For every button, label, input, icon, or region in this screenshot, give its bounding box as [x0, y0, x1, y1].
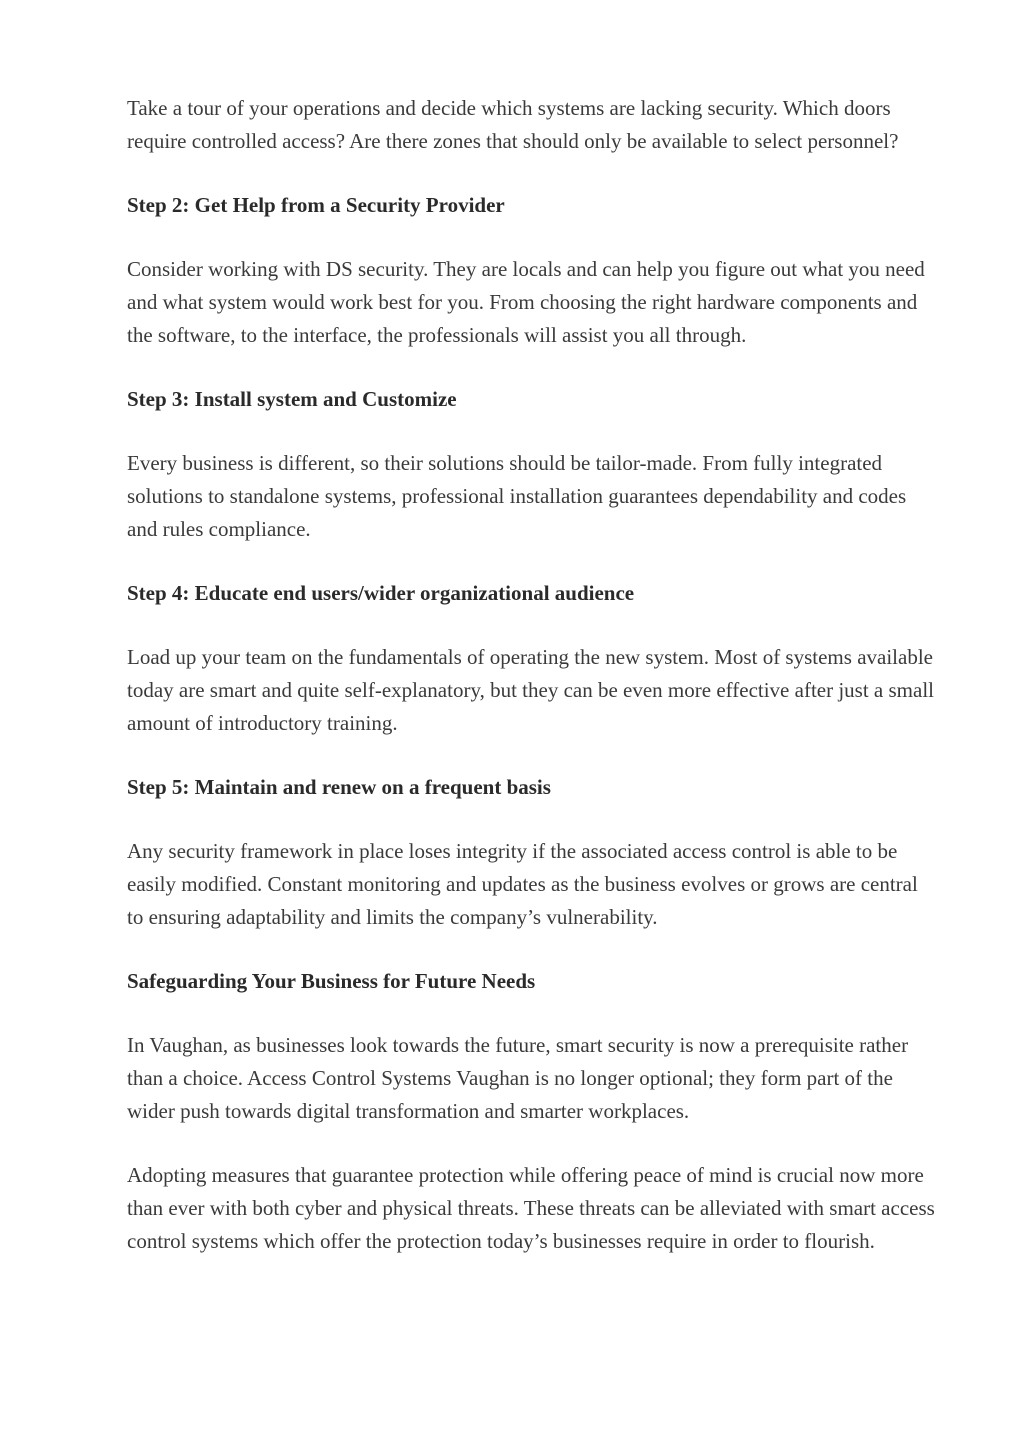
document-body: [127, 92, 937, 1289]
step5-heading: Step 5: Maintain and renew on a frequent basis: [127, 775, 551, 799]
future-needs-paragraph-2: Adopting measures that guarantee protection while offering peace of mind is crucial now more than ever with both cyber and physical threats. These threats can be alleviated with smart access control systems which offer the protection today’s businesses require in order to flourish.: [127, 1163, 935, 1253]
step3-heading: Step 3: Install system and Customize: [127, 387, 457, 411]
step4-paragraph: Load up your team on the fundamentals of operating the new system. Most of systems available today are smart and quite self-explanatory, but they can be even more effective after just a small amount of introductory training.: [127, 645, 935, 735]
step2-paragraph: Consider working with DS security. They are locals and can help you figure out what you need and what system would work best for you. From choosing the right hardware components and the software, to the interface, the professionals will assist you all through.: [127, 257, 925, 347]
intro-paragraph: Take a tour of your operations and decide which systems are lacking security. Which doors require controlled access? Are there zones that should only be available to select personnel?: [127, 96, 899, 153]
step2-heading: Step 2: Get Help from a Security Provider: [127, 193, 505, 217]
step3-paragraph: Every business is different, so their solutions should be tailor-made. From fully integrated solutions to standalone systems, professional installation guarantees dependability and codes and rules compliance.: [127, 451, 907, 541]
future-needs-paragraph-1: In Vaughan, as businesses look towards the future, smart security is now a prerequisite rather than a choice. Access Control Systems Vaughan is no longer optional; they form part of the wider push towards digital transformation and smarter workplaces.: [127, 1033, 909, 1123]
future-needs-heading: Safeguarding Your Business for Future Needs: [127, 969, 536, 993]
step4-heading: Step 4: Educate end users/wider organizational audience: [127, 581, 635, 605]
step5-paragraph: Any security framework in place loses integrity if the associated access control is able to be easily modified. Constant monitoring and updates as the business evolves or grows are central to ensuring adaptability and limits the company’s vulnerability.: [127, 839, 918, 929]
